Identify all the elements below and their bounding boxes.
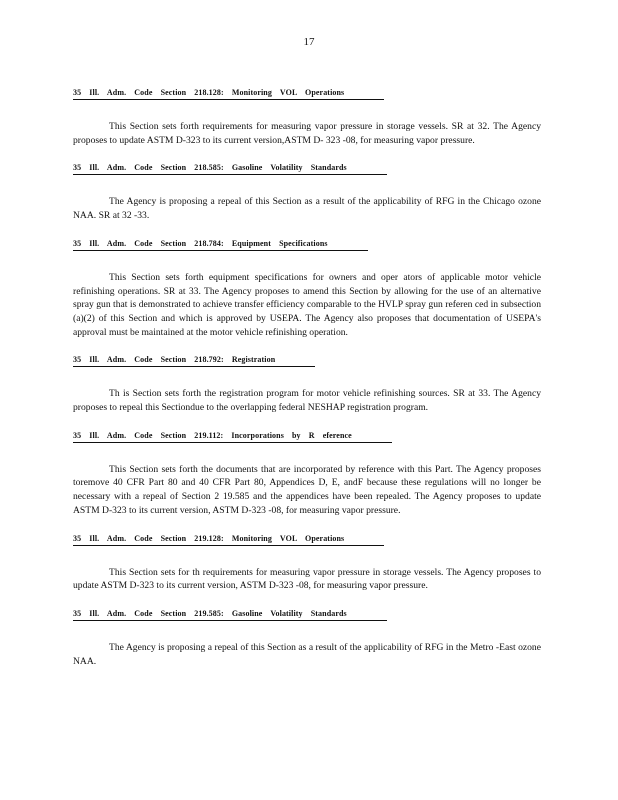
section-body: The Agency is proposing a repeal of this Section as a result of the applicability of RFG in the Chicago ozone NAA. SR at 32 -33.: [73, 196, 541, 222]
section-body: This Section sets forth requirements for measuring vapor pressure in storage vessels. SR at 32. The Agency proposes to update ASTM D-323 to its current version,ASTM D- 323 -08, for measuring vapor pressure.: [73, 121, 541, 146]
section-heading: 35 Ill. Adm. Code Section 218.784: Equipment Specifications: [73, 238, 368, 251]
section-219-112: [73, 425, 541, 518]
section-heading: 35 Ill. Adm. Code Section 218.585: Gasoline Volatility Standards: [73, 162, 387, 175]
section-body: This Section sets forth the documents that are incorporated by reference with this Part. The Agency proposes toremove 40 CFR Part 80 and 40 CFR Part 80, Appendices D, E, andF because these regulations will no longer be necessary with a repeal of Section 2 19.585 and the appendices have been repealed. The Agency proposes to update ASTM D-323 to its current version, ASTM D-323 -08, for measuring vapor pressure.: [73, 463, 541, 516]
section-heading: 35 Ill. Adm. Code Section 219.585: Gasoline Volatility Standards: [73, 608, 387, 621]
page-content: [73, 82, 541, 678]
section-heading: 35 Ill. Adm. Code Section 219.128: Monitoring VOL Operations: [73, 533, 384, 546]
section-heading: 35 Ill. Adm. Code Section 218.128: Monitoring VOL Operations: [73, 87, 384, 100]
page-number: 17: [303, 36, 315, 48]
section-body: This Section sets for th requirements for measuring vapor pressure in storage vessels. The Agency proposes to update ASTM D-323 to its current version, ASTM D-323 -08, for measuring vapor pressure.: [73, 566, 541, 592]
section-218-585: [73, 157, 541, 222]
section-heading: 35 Ill. Adm. Code Section 218.792: Registration: [73, 354, 315, 367]
section-218-792: [73, 349, 541, 414]
section-219-585: [73, 603, 541, 668]
section-heading: 35 Ill. Adm. Code Section 219.112: Incorporations by R eference: [73, 430, 392, 443]
section-body: The Agency is proposing a repeal of this Section as a result of the applicability of RFG in the Metro -East ozone NAA.: [73, 641, 541, 667]
section-body: This Section sets forth equipment specifications for owners and oper ators of applicable motor vehicle refinishing operations. SR at 33. The Agency proposes to amend this Section by allowing for the use of an alternative spray gun that is demonstrated to achieve transfer efficiency comparable to the HVLP spray gun referen ced in subsection (a)(2) of this Section and which is approved by USEPA. The Agency also proposes that documentation of USEPA's approval must be maintained at the motor vehicle refinishing operation.: [73, 271, 541, 338]
section-218-128: [73, 82, 541, 147]
section-219-128: [73, 528, 541, 593]
section-218-784: [73, 233, 541, 340]
section-body: Th is Section sets forth the registration program for motor vehicle refinishing sources. SR at 33. The Agency proposes to repeal this Sectiondue to the overlapping federal NESHAP registration program.: [73, 388, 541, 414]
